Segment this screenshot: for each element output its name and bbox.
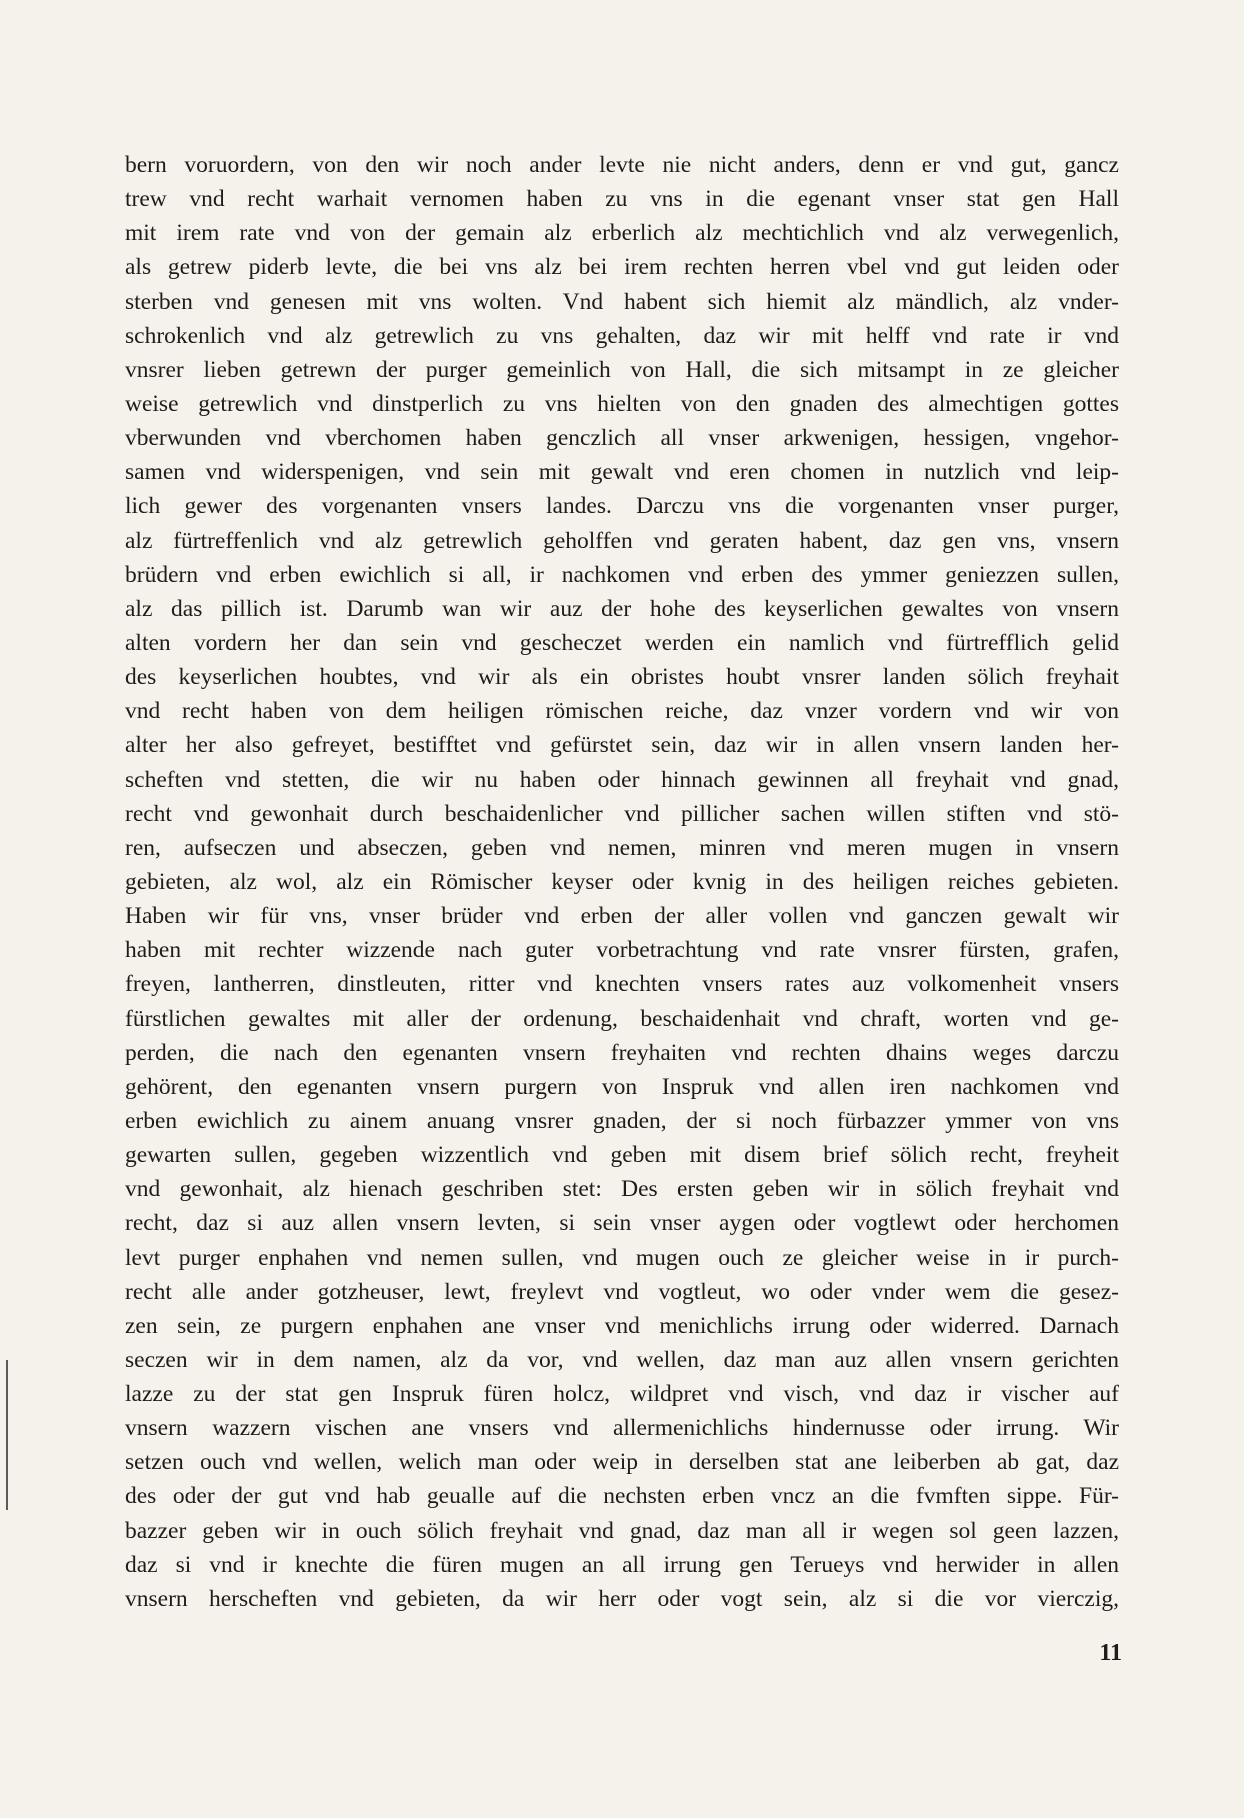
text-line: vnd gewonhait, alz hienach geschriben stet: Des ersten geben wir in sölich freyhait vnd [125,1176,1119,1203]
text-line: sterben vnd genesen mit vns wolten. Vnd habent sich hiemit alz mändlich, alz vnder- [125,288,1119,315]
text-line: recht, daz si auz allen vnsern levten, si sein vnser aygen oder vogtlewt oder herchomen [125,1210,1119,1237]
text-line: Haben wir für vns, vnser brüder vnd erben der aller vollen vnd ganczen gewalt wir [125,903,1119,930]
text-line: bern voruordern, von den wir noch ander levte nie nicht anders, denn er vnd gut, gancz [125,152,1119,178]
text-line: gehörent, den egenanten vnsern purgern von Inspruk vnd allen iren nachkomen vnd [125,1073,1119,1100]
text-line: scheften vnd stetten, die wir nu haben oder hinnach gewinnen all freyhait vnd gnad, [125,766,1119,793]
text-line: weise getrewlich vnd dinstperlich zu vns hielten von den gnaden des almechtigen gottes [125,390,1119,417]
text-line: vnsrer lieben getrewn der purger gemeinlich von Hall, die sich mitsampt in ze gleicher [125,356,1119,383]
text-line: setzen ouch vnd wellen, welich man oder weip in derselben stat ane leiberben ab gat, daz [125,1449,1119,1476]
text-line: alter her also gefreyet, bestifftet vnd gefürstet sein, daz wir in allen vnsern landen her- [125,732,1119,759]
text-line: trew vnd recht warhait vernomen haben zu vns in die egenant vnser stat gen Hall [125,186,1119,213]
page-number: 11 [1099,1640,1122,1666]
text-line: schrokenlich vnd alz getrewlich zu vns gehalten, daz wir mit helff vnd rate ir vnd [125,322,1119,349]
text-line: gebieten, alz wol, alz ein Römischer keyser oder kvnig in des heiligen reiches gebieten. [125,868,1119,895]
text-line: seczen wir in dem namen, alz da vor, vnd wellen, daz man auz allen vnsern gerichten [125,1346,1119,1373]
body-text [125,148,1119,1616]
margin-mark [6,1360,8,1510]
text-line: recht vnd gewonhait durch beschaidenlicher vnd pillicher sachen willen stiften vnd stö- [125,800,1119,827]
text-line: vberwunden vnd vberchomen haben genczlich all vnser arkwenigen, hessigen, vngehor- [125,425,1119,452]
text-line: samen vnd widerspenigen, vnd sein mit gewalt vnd eren chomen in nutzlich vnd leip- [125,459,1119,486]
text-line: lich gewer des vorgenanten vnsers landes. Darczu vns die vorgenanten vnser purger, [125,493,1119,520]
text-line: vnsern wazzern vischen ane vnsers vnd allermenichlichs hindernusse oder irrung. Wir [125,1415,1119,1442]
text-line: perden, die nach den egenanten vnsern freyhaiten vnd rechten dhains weges darczu [125,1039,1119,1066]
text-line: lazze zu der stat gen Inspruk füren holcz, wildpret vnd visch, vnd daz ir vischer auf [125,1381,1119,1408]
text-line: alten vordern her dan sein vnd gescheczet werden ein namlich vnd fürtrefflich gelid [125,629,1119,656]
text-line: als getrew piderb levte, die bei vns alz bei irem rechten herren vbel vnd gut leiden oder [125,254,1119,281]
text-line: gewarten sullen, gegeben wizzentlich vnd geben mit disem brief sölich recht, freyheit [125,1142,1119,1169]
text-line: vnsern herscheften vnd gebieten, da wir herr oder vogt sein, alz si die vor vierczig, [125,1585,1119,1612]
text-line: des keyserlichen houbtes, vnd wir als ein obristes houbt vnsrer landen sölich freyhait [125,664,1119,691]
text-line: alz fürtreffenlich vnd alz getrewlich geholffen vnd geraten habent, daz gen vns, vnsern [125,527,1119,554]
text-line: levt purger enphahen vnd nemen sullen, vnd mugen ouch ze gleicher weise in ir purch- [125,1244,1119,1271]
text-line: ren, aufseczen und abseczen, geben vnd nemen, minren vnd meren mugen in vnsern [125,834,1119,861]
text-line: daz si vnd ir knechte die füren mugen an all irrung gen Terueys vnd herwider in allen [125,1551,1119,1578]
text-line: des oder der gut vnd hab geualle auf die nechsten erben vncz an die fvmften sippe. Für- [125,1483,1119,1510]
text-line: mit irem rate vnd von der gemain alz erberlich alz mechtichlich vnd alz verwegenlich, [125,220,1119,247]
text-line: recht alle ander gotzheuser, lewt, freylevt vnd vogtleut, wo oder vnder wem die gesez- [125,1278,1119,1305]
text-line: erben ewichlich zu ainem anuang vnsrer gnaden, der si noch fürbazzer ymmer von vns [125,1107,1119,1134]
text-line: brüdern vnd erben ewichlich si all, ir nachkomen vnd erben des ymmer geniezzen sullen, [125,561,1119,588]
text-line: zen sein, ze purgern enphahen ane vnser vnd menichlichs irrung oder widerred. Darnach [125,1312,1119,1339]
text-line: alz das pillich ist. Darumb wan wir auz der hohe des keyserlichen gewaltes von vnsern [125,595,1119,622]
text-line: fürstlichen gewaltes mit aller der ordenung, beschaidenhait vnd chraft, worten vnd ge- [125,1005,1119,1032]
text-line: bazzer geben wir in ouch sölich freyhait vnd gnad, daz man all ir wegen sol geen lazzen, [125,1517,1119,1544]
text-line: freyen, lantherren, dinstleuten, ritter vnd knechten vnsers rates auz volkomenheit vnsers [125,971,1119,998]
text-line: vnd recht haben von dem heiligen römischen reiche, daz vnzer vordern vnd wir von [125,698,1119,725]
text-line: haben mit rechter wizzende nach guter vorbetrachtung vnd rate vnsrer fürsten, grafen, [125,937,1119,964]
